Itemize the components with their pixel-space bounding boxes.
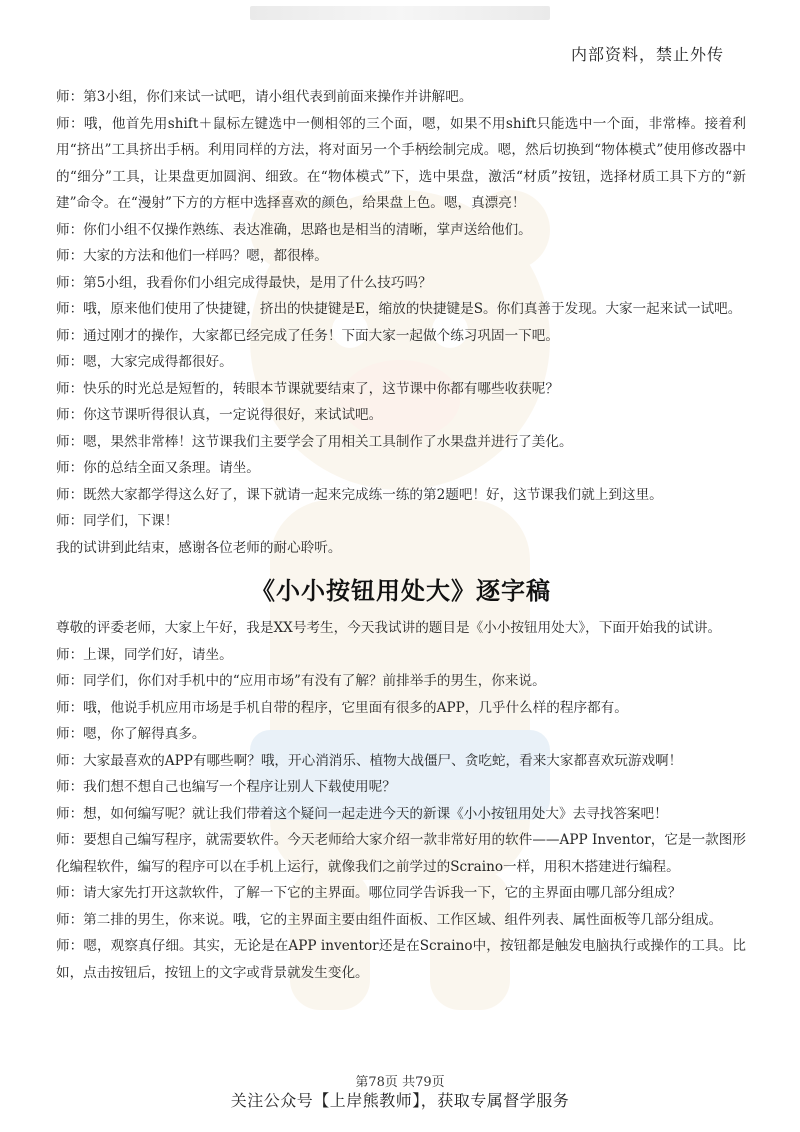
transcript-paragraph: 师：你的总结全面又条理。请坐。 [56, 460, 260, 476]
document-body [56, 84, 746, 986]
confidential-note: 内部资料，禁止外传 [570, 45, 724, 64]
transcript-paragraph: 师：我们想不想自己也编写一个程序让别人下载使用呢？ [56, 779, 396, 795]
transcript-paragraph: 师：哦，他说手机应用市场是手机自带的程序，它里面有很多的APP，几乎什么样的程序都有。 [56, 699, 628, 716]
transcript-part-2 [56, 615, 746, 986]
page-number: 第78页 共79页 [355, 1075, 445, 1090]
transcript-paragraph: 师：上课，同学们好，请坐。 [56, 646, 233, 663]
transcript-paragraph: 师：同学们，你们对手机中的“应用市场”有没有了解？前排举手的男生，你来说。 [56, 673, 546, 689]
transcript-paragraph: 师：第3小组，你们来试一试吧，请小组代表到前面来操作并讲解吧。 [56, 89, 473, 105]
transcript-paragraph: 我的试讲到此结束，感谢各位老师的耐心聆听。 [56, 539, 342, 556]
transcript-paragraph: 师：第二排的男生，你来说。哦，它的主界面主要由组件面板、工作区域、组件列表、属性面板等几部分组成。 [56, 911, 723, 928]
section-title: 《小小按钮用处大》逐字稿 [251, 576, 551, 605]
transcript-paragraph: 师：嗯，你了解得真多。 [56, 726, 206, 742]
transcript-paragraph: 师：你这节课听得很认真，一定说得很好，来试试吧。 [56, 407, 383, 423]
transcript-paragraph: 师：嗯，果然非常棒！这节课我们主要学会了用相关工具制作了水果盘并进行了美化。 [56, 433, 573, 450]
transcript-paragraph: 师：哦，他首先用shift＋鼠标左键选中一侧相邻的三个面，嗯，如果不用shift只能选中一个面，非常棒。接着利用“挤出”工具挤出手柄。利用同样的方法，将对面另一个手柄绘制完成。嗯，然后切换到“物体模式”使用修改器中的“细分”工具，让果盘更加圆润、细致。在“物体模式”下，选中果盘，激活“材质”按钮，选择材质工具下方的“新建”命令。在“漫射”下方的方框中选择喜欢的颜色，给果盘上色。嗯，真漂亮！ [56, 115, 746, 211]
transcript-paragraph: 师：第5小组，我看你们小组完成得最快，是用了什么技巧吗？ [56, 274, 432, 291]
transcript-paragraph: 师：请大家先打开这款软件，了解一下它的主界面。哪位同学告诉我一下，它的主界面由哪几部分组成？ [56, 885, 682, 901]
transcript-paragraph: 师：既然大家都学得这么好了，课下就请一起来完成练一练的第2题吧！好，这节课我们就上到这里。 [56, 486, 663, 503]
transcript-part-1 [56, 84, 746, 561]
transcript-paragraph: 师：嗯，观察真仔细。其实，无论是在APP inventor还是在Scraino中，按钮都是触发电脑执行或操作的工具。比如，点击按钮后，按钮上的文字或背景就发生变化。 [56, 938, 746, 981]
transcript-paragraph: 师：大家的方法和他们一样吗？嗯，都很棒。 [56, 248, 328, 264]
transcript-paragraph: 师：大家最喜欢的APP有哪些啊？哦，开心消消乐、植物大战僵尸、贪吃蛇，看来大家都喜欢玩游戏啊！ [56, 752, 683, 769]
transcript-paragraph: 师：哦，原来他们使用了快捷键，挤出的快捷键是E，缩放的快捷键是S。你们真善于发现。大家一起来试一试吧。 [56, 301, 742, 317]
transcript-paragraph: 师：通过刚才的操作，大家都已经完成了任务！下面大家一起做个练习巩固一下吧。 [56, 327, 559, 344]
transcript-paragraph: 师：快乐的时光总是短暂的，转眼本节课就要结束了，这节课中你都有哪些收获呢？ [56, 380, 559, 397]
transcript-paragraph: 师：要想自己编写程序，就需要软件。今天老师给大家介绍一款非常好用的软件——APP Inventor，它是一款图形化编程软件，编写的程序可以在手机上运行，就像我们之前学过的Scraino一样，用积木搭建进行编程。 [56, 832, 746, 875]
transcript-paragraph: 尊敬的评委老师，大家上午好，我是XX号考生，今天我试讲的题目是《小小按钮用处大》，下面开始我的试讲。 [56, 620, 722, 636]
transcript-paragraph: 师：你们小组不仅操作熟练、表达准确，思路也是相当的清晰，掌声送给他们。 [56, 221, 532, 238]
transcript-paragraph: 师：想，如何编写呢？就让我们带着这个疑问一起走进今天的新课《小小按钮用处大》去寻找答案吧！ [56, 805, 668, 822]
footer-promo: 关注公众号【上岸熊教师】，获取专属督学服务 [230, 1091, 570, 1110]
transcript-paragraph: 师：嗯，大家完成得都很好。 [56, 354, 233, 370]
top-header-strip [250, 6, 550, 20]
transcript-paragraph: 师：同学们，下课！ [56, 513, 179, 529]
